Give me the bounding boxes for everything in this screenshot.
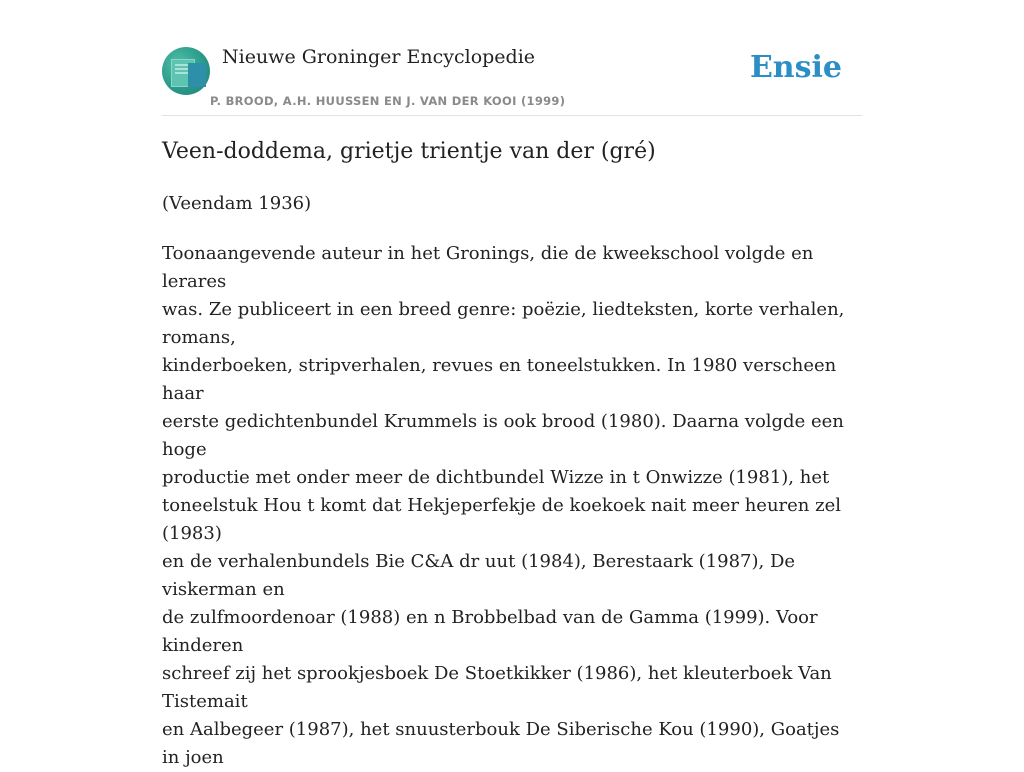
body-line: kinderboeken, stripverhalen, revues en toneelstukken. In 1980 verscheen haar bbox=[162, 355, 837, 404]
body-line: was. Ze publiceert in een breed genre: poëzie, liedteksten, korte verhalen, romans, bbox=[162, 299, 845, 348]
body-line: toneelstuk Hou t komt dat Hekjeperfekje de koekoek nait meer heuren zel (1983) bbox=[162, 495, 841, 544]
book-title-link[interactable]: Nieuwe Groninger Encyclopedie bbox=[222, 46, 536, 68]
entry-subtitle: (Veendam 1936) bbox=[162, 193, 312, 214]
body-line: Toonaangevende auteur in het Gronings, die de kweekschool volgde en lerares bbox=[162, 243, 814, 292]
book-cover-icon[interactable] bbox=[162, 47, 210, 95]
header bbox=[162, 44, 862, 116]
body-line: schreef zij het sprookjesboek De Stoetkikker (1986), het kleuterboek Van Tistemait bbox=[162, 663, 832, 712]
body-line: eerste gedichtenbundel Krummels is ook brood (1980). Daarna volgde een hoge bbox=[162, 411, 844, 460]
body-line: productie met onder meer de dichtbundel Wizze in t Onwizze (1981), het bbox=[162, 467, 830, 488]
ensie-logo[interactable]: Ensie bbox=[749, 50, 842, 85]
body-line: de zulfmoordenoar (1988) en n Brobbelbad van de Gamma (1999). Voor kinderen bbox=[162, 607, 818, 656]
book-authors: P. BROOD, A.H. HUUSSEN EN J. VAN DER KOOI (1999) bbox=[210, 94, 566, 108]
body-line: en Aalbegeer (1987), het snuusterbouk De Siberische Kou (1990), Goatjes in joen bbox=[162, 719, 840, 768]
entry-title: Veen-doddema, grietje trientje van der (gré) bbox=[162, 139, 656, 164]
book-cover-spine bbox=[188, 63, 206, 87]
entry-body bbox=[162, 240, 862, 772]
body-line: en de verhalenbundels Bie C&A dr uut (1984), Berestaark (1987), De viskerman en bbox=[162, 551, 796, 600]
